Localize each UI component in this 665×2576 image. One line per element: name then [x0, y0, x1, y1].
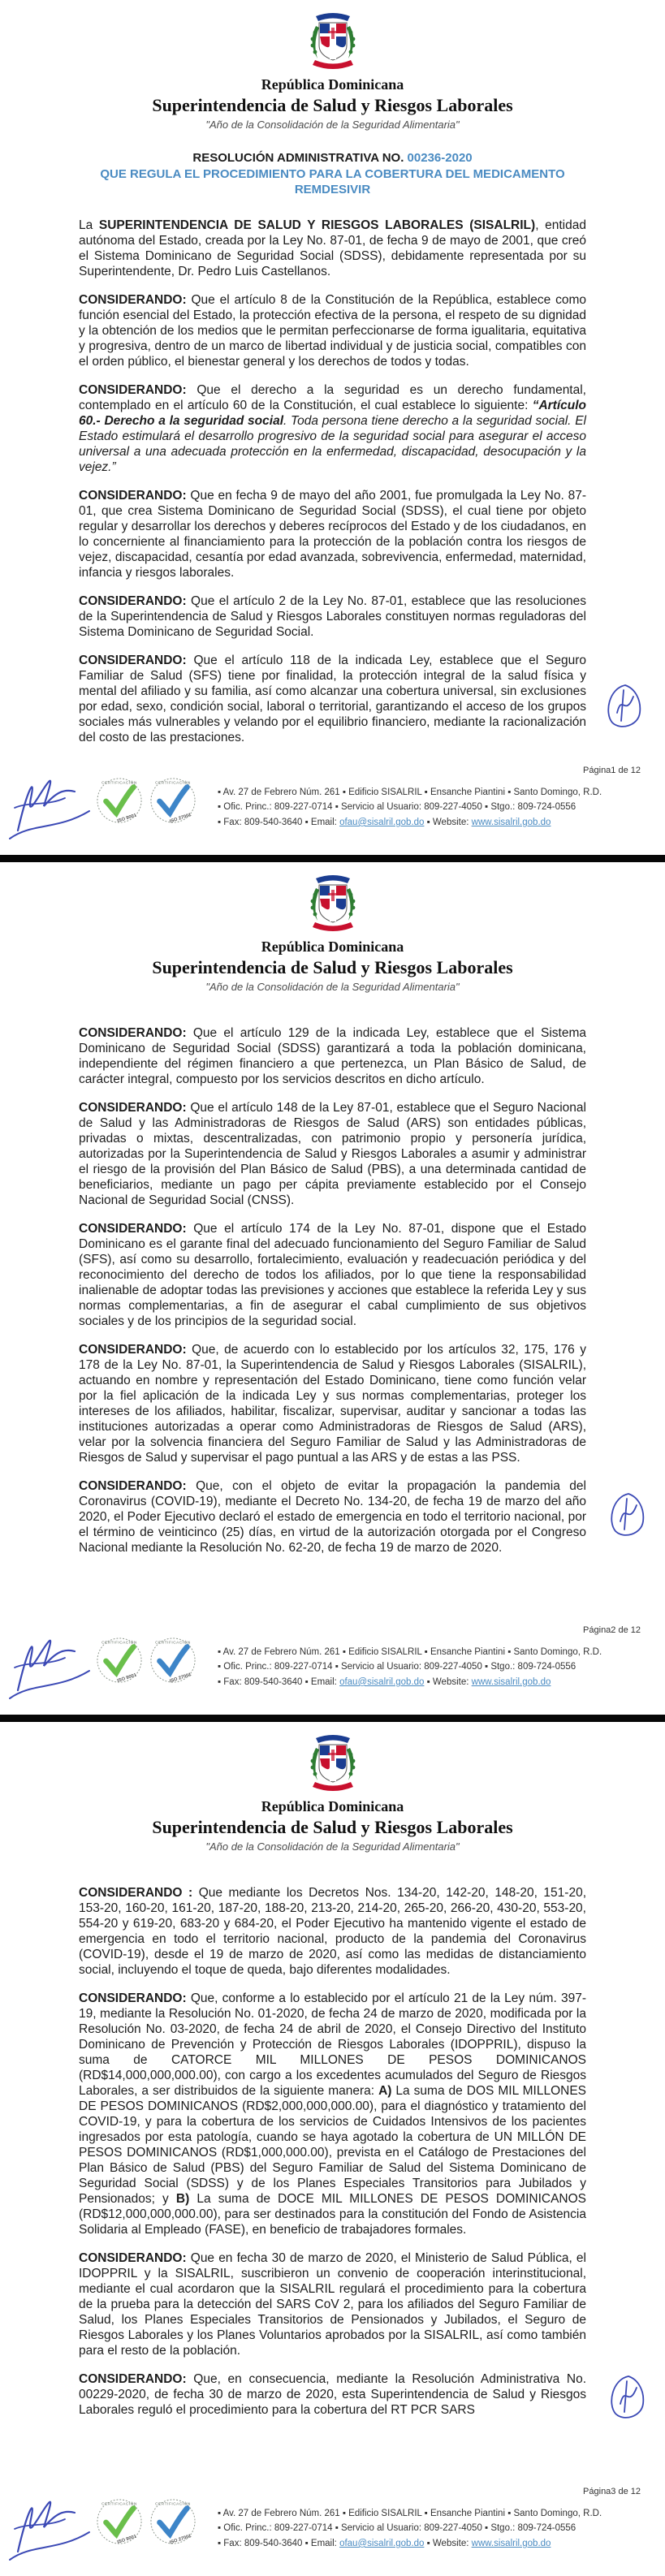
text-segment: Que mediante los Decretos Nos. 134-20, 142-20, 148-20, 151-20, 153-20, 160-20, 161-20, 187-20, 188-20, 213-20, 214-20, 265-20, 266-20, 430-20, 553-20, 554-20 y 619-20, 683-20 y 684-20, el Poder Ejecutivo ha mantenido vigente el estado de emergencia en todo el territorio nacional, producto de la pandemia del Coronavirus (COVID-19), desde el 19 de marzo de 2020, así como las medidas de distanciamiento social, incluyendo el toque de queda, bajo diferentes modalidades.	[79, 1886, 586, 1977]
paragraph	[79, 1342, 586, 1465]
resolution-number: 00236-2020	[407, 151, 473, 165]
iso27001-seal	[149, 2498, 196, 2549]
coat-of-arms-icon	[306, 11, 360, 71]
text-segment: Que el artículo 148 de la Ley 87-01, establece que el Seguro Nacional de Salud y las Administradoras de Riesgos de Salud (ARS) son entidades públicas, privadas o mixtas, descentralizadas, con patrimonio propio y personería jurídica, autorizadas por la Superintendencia de Salud y Riesgos Laborales a asumir y administrar el riesgo de la provisión del Plan Básico de Salud (PBS), a una determinada cantidad de beneficiarios, mediante un pago per cápita previamente establecido por el Consejo Nacional de Seguridad Social (CNSS).	[79, 1101, 586, 1207]
iso27001-seal-icon	[149, 777, 196, 824]
seal-arc-text: CERTIFICACIÓN	[155, 1641, 191, 1646]
signature-icon	[5, 2487, 96, 2565]
text-segment: CONSIDERANDO:	[79, 653, 187, 667]
org-title: Superintendencia de Salud y Riesgos Laborales	[152, 957, 513, 977]
resolution-number-line	[73, 150, 593, 166]
email-link[interactable]: ofau@sisalril.gob.do	[339, 1676, 425, 1687]
text-segment: CONSIDERANDO:	[79, 1101, 187, 1115]
paragraph	[79, 2250, 586, 2358]
text-segment: La	[79, 218, 99, 232]
coat-of-arms	[0, 874, 665, 934]
coat-of-arms-icon	[306, 874, 360, 934]
text-segment: Que en fecha 30 de marzo de 2020, el Ministerio de Salud Pública, el IDOPPRIL y la SISALRIL, suscribieron un convenio de cooperación interinstitucional, mediante el cual acordaron que la SISALRIL regulará el procedimiento para la cobertura de la prueba para la detección del SARS CoV 2, para los afiliados del Seguro Familiar de Salud, los Planes Especiales Transitorios de Pensionados y Jubilados, el Seguro de Riesgos Laborales y los Planes Voluntarios aprobados por la SISALRIL, así como también para el resto de la población.	[79, 2251, 586, 2358]
text-segment: CONSIDERANDO:	[79, 1343, 187, 1357]
text-segment: Que, conforme a lo establecido por el artículo 21 de la Ley núm. 397-19, mediante la Resolución No. 01-2020, de fecha 24 de marzo de 2020, modificada por la Resolución No. 03-2020, de fecha 24 de abril de 2020, el Consejo Directivo del Instituto Dominicano de Prevención y Protección de Riesgos Laborales (IDOPPRIL), dispuso la suma de CATORCE MIL MILLONES DE PESOS DOMINICANOS (RD$14,000,000,000.00), con cargo a los excedentes acumulados del Seguro de Riesgos Laborales, a ser distribuidos de la siguiente manera:	[79, 1991, 586, 2098]
iso9001-seal-icon	[96, 1637, 143, 1684]
paragraph	[79, 593, 586, 640]
coat-of-arms	[0, 11, 665, 71]
text-segment: CONSIDERANDO:	[79, 1026, 187, 1040]
text-segment: Que, en consecuencia, mediante la Resolución Administrativa No. 00229-2020, de fecha 30 de marzo de 2020, esta Superintendencia de Salud y Riesgos Laborales reguló el procedimiento para la cobertura del RT PCR SARS	[79, 2372, 586, 2417]
iso9001-seal	[96, 2498, 143, 2549]
seal-arc-text: CERTIFICACIÓN	[155, 781, 191, 786]
fax-email-label: ▪ Fax: 809-540-3640 ▪ Email:	[218, 817, 340, 827]
text-segment: CONSIDERANDO:	[79, 2372, 187, 2386]
contact-info	[218, 2506, 602, 2551]
website-label: ▪ Website:	[424, 2538, 472, 2548]
paragraph	[79, 653, 586, 745]
text-segment: CONSIDERANDO:	[79, 593, 187, 608]
text-segment: CONSIDERANDO:	[79, 382, 187, 397]
seal-arc-text: CERTIFICACIÓN	[101, 1641, 137, 1646]
paragraph	[79, 1100, 586, 1208]
resolution-number-prefix: RESOLUCIÓN ADMINISTRATIVA NO.	[192, 151, 408, 165]
text-segment: CONSIDERANDO:	[79, 2251, 187, 2265]
letterhead	[0, 862, 665, 993]
page-number: Página2 de 12	[583, 1625, 641, 1635]
paragraph	[79, 488, 586, 580]
text-segment: Que, con el objeto de evitar la propagación la pandemia del Coronavirus (COVID-19), mediante el Decreto No. 134-20, de fecha 19 de marzo del año 2020, el Poder Ejecutivo declaró el estado de emergencia en todo el territorio nacional, por el término de veinticinco (25) días, en virtud de la autorización otorgada por el Congreso Nacional mediante la Resolución No. 62-20, de fecha 19 de marzo de 2020.	[79, 1479, 586, 1555]
website-label: ▪ Website:	[424, 1676, 472, 1687]
page-separator	[0, 1715, 665, 1722]
contact-phones: ▪ Ofic. Princ.: 809-227-0714 ▪ Servicio al Usuario: 809-227-4050 ▪ Stgo.: 809-724-0556	[218, 802, 576, 813]
republic-title: República Dominicana	[261, 938, 404, 955]
website-label: ▪ Website:	[424, 817, 472, 827]
iso9001-seal-icon	[96, 2498, 143, 2545]
signature-icon	[5, 766, 96, 844]
document-page-1	[0, 0, 665, 855]
seal-iso-text: ISO 9001	[116, 2534, 137, 2545]
iso27001-seal-icon	[149, 2498, 196, 2545]
seal-iso-text: ISO 27001	[169, 1672, 192, 1684]
text-segment: “Artículo 60.- Derecho a la seguridad social	[79, 398, 586, 428]
paragraph	[79, 1025, 586, 1087]
contact-fax-email-web	[218, 2536, 602, 2551]
signature-icon	[5, 1625, 96, 1703]
text-segment: A)	[378, 2084, 392, 2098]
paragraph	[79, 218, 586, 279]
page-footer	[0, 2487, 665, 2570]
iso27001-seal	[149, 777, 196, 828]
text-segment: CONSIDERANDO:	[79, 292, 187, 307]
paragraph	[79, 1478, 586, 1556]
text-segment: CONSIDERANDO :	[79, 1886, 193, 1900]
handwritten-initials-icon	[604, 1489, 646, 1541]
text-segment: SUPERINTENDENCIA DE SALUD Y RIESGOS LABORALES (SISALRIL)	[98, 218, 536, 232]
text-segment: CONSIDERANDO:	[79, 488, 187, 503]
text-segment: Que el artículo 118 de la indicada Ley, establece que el Seguro Familiar de Salud (SFS) tiene por finalidad, la protección integral de la salud física y mental del afiliado y su familia, así como alcanzar una cobertura universal, sin exclusiones por edad, sexo, condición social, laboral o territorial, garantizando el acceso de los grupos sociales más vulnerables y velando por el equilibrio financiero, mediante la racionalización del costo de las prestaciones.	[79, 653, 586, 744]
seal-arc-text: CERTIFICACIÓN	[101, 2502, 137, 2507]
text-segment: Que el derecho a la seguridad es un derecho fundamental, contemplado en el artículo 60 de la Constitución, el cual establece lo siguiente:	[79, 382, 586, 412]
text-segment: Que, de acuerdo con lo establecido por los artículos 32, 175, 176 y 178 de la Ley No. 87-01, la Superintendencia de Salud y Riesgos Laborales (SISALRIL), actuando en nombre y representación del Estado Dominicano, tiene como función velar por la fiel aplicación de la indicada Ley y sus normas complementarias, proteger los intereses de los afiliados, habilitar, fiscalizar, supervisar, auditar y sancionar a todas las instituciones autorizadas a operar como Administradoras de Riesgos de Salud (ARS), velar por la solvencia financiera del Seguro Familiar de Salud y las Administradoras de Riesgos de Salud y supervisar el pago puntual a las ARS y de estas a las PSS.	[79, 1343, 586, 1465]
motto: "Año de la Consolidación de la Seguridad Alimentaria"	[205, 981, 460, 993]
page-body	[79, 218, 586, 745]
seal-iso-text: ISO 9001	[116, 813, 137, 824]
website-link[interactable]: www.sisalril.gob.do	[471, 817, 551, 827]
text-segment: . Toda persona tiene derecho a la seguridad social. El Estado estimulará el desarrollo progresivo de la seguridad social para asegurar el acceso universal a una adecuada protección en la enfermedad, discapacidad, desocupación y la vejez.”	[79, 413, 586, 474]
text-segment: , entidad autónoma del Estado, creada por la Ley No. 87-01, de fecha 9 de mayo de 2001, que creó el Sistema Dominicano de Seguridad Social (SDSS), debidamente representada por su Superintendente, Dr. Pedro Luis Castellanos.	[79, 218, 586, 278]
text-segment: B)	[175, 2192, 190, 2206]
page-footer	[0, 1625, 665, 1708]
seal-arc-text: CERTIFICACIÓN	[155, 2502, 191, 2507]
seal-arc-text: CERTIFICACIÓN	[101, 781, 137, 786]
contact-address: ▪ Av. 27 de Febrero Núm. 261 ▪ Edificio SISALRIL ▪ Ensanche Piantini ▪ Santo Domingo, R.D.	[218, 1647, 602, 1657]
website-link[interactable]: www.sisalril.gob.do	[471, 2538, 551, 2548]
paragraph	[79, 1991, 586, 2237]
website-link[interactable]: www.sisalril.gob.do	[471, 1676, 551, 1687]
page-separator	[0, 855, 665, 862]
letterhead	[0, 1722, 665, 1853]
text-segment: La suma de DOCE MIL MILLONES DE PESOS DOMINICANOS (RD$12,000,000,000.00), para ser destinados para la constitución del Fondo de Asistencia Solidaria al Empleado (FASE), en beneficio de trabajadores formales.	[79, 2192, 586, 2237]
iso9001-seal-icon	[96, 777, 143, 824]
contact-address: ▪ Av. 27 de Febrero Núm. 261 ▪ Edificio SISALRIL ▪ Ensanche Piantini ▪ Santo Domingo, R.D.	[218, 787, 602, 797]
document-page-2	[0, 862, 665, 1715]
page-body	[79, 1885, 586, 2418]
text-segment: La suma de DOS MIL MILLONES DE PESOS DOMINICANOS (RD$2,000,000,000.00), para el diagnóstico y tratamiento del COVID-19, y para la cobertura de los servicios de Cuidados Intensivos de los pacientes ingresados por esta patología, cuando se haya agotado la cobertura de UN MILLÓN DE PESOS DOMINICANOS (RD$1,000,000.00), prevista en el Catálogo de Prestaciones del Plan Básico de Salud (PBS) del Seguro Familiar de Salud del Sistema Dominicano de Seguridad Social (SDSS) y de los Planes Especiales Transitorios para Jubilados y Pensionados; y	[79, 2084, 586, 2206]
coat-of-arms-icon	[306, 1733, 360, 1793]
resolution-title	[73, 150, 593, 198]
page-number: Página3 de 12	[583, 2487, 641, 2496]
text-segment: CONSIDERANDO:	[79, 1479, 187, 1493]
text-segment: Que el artículo 174 de la Ley No. 87-01, dispone que el Estado Dominicano es el garante final del adecuado funcionamiento del Seguro Familiar de Salud (SFS), así como su desarrollo, fortalecimiento, evaluación y readecuación periódica y del reconocimiento del derecho de todos los afiliados, por lo que tiene la responsabilidad inalienable de adoptar todas las previsiones y acciones que establece la referida Ley y sus normas complementarias, a fin de asegurar el cabal cumplimiento de sus objetivos sociales y de los principios de la seguridad social.	[79, 1222, 586, 1328]
seal-iso-text: ISO 27001	[169, 2534, 192, 2545]
coat-of-arms	[0, 1733, 665, 1793]
paragraph	[79, 292, 586, 369]
text-segment: Que en fecha 9 de mayo del año 2001, fue promulgada la Ley No. 87-01, que crea Sistema Dominicano de Seguridad Social (SDSS), el cual tiene por objeto regular y desarrollar los derechos y deberes recíprocos del Estado y de los ciudadanos, en lo concerniente al financiamiento para la protección de la población contra los riesgos de vejez, discapacidad, cesantía por edad avanzada, sobrevivencia, enfermedad, maternidad, infancia y riesgos laborales.	[79, 488, 586, 580]
contact-fax-email-web	[218, 1675, 602, 1689]
page-footer	[0, 766, 665, 848]
page-body	[79, 1025, 586, 1556]
handwritten-initials-icon	[601, 680, 643, 732]
text-segment: Que el artículo 2 de la Ley No. 87-01, establece que las resoluciones de la Superintendencia de Salud y Riesgos Laborales constituyen normas reguladoras del Sistema Dominicano de Seguridad Social.	[79, 593, 586, 639]
paragraph	[79, 1885, 586, 1978]
email-link[interactable]: ofau@sisalril.gob.do	[339, 817, 425, 827]
fax-email-label: ▪ Fax: 809-540-3640 ▪ Email:	[218, 2538, 340, 2548]
document-page-3	[0, 1722, 665, 2576]
paragraph	[79, 1221, 586, 1329]
iso27001-seal	[149, 1637, 196, 1688]
contact-phones: ▪ Ofic. Princ.: 809-227-0714 ▪ Servicio al Usuario: 809-227-4050 ▪ Stgo.: 809-724-0556	[218, 2523, 576, 2534]
paragraph	[79, 2371, 586, 2418]
iso9001-seal	[96, 1637, 143, 1688]
seal-iso-text: ISO 27001	[169, 813, 192, 824]
contact-phones: ▪ Ofic. Princ.: 809-227-0714 ▪ Servicio al Usuario: 809-227-4050 ▪ Stgo.: 809-724-0556	[218, 1662, 576, 1672]
fax-email-label: ▪ Fax: 809-540-3640 ▪ Email:	[218, 1676, 340, 1687]
resolution-subject: QUE REGULA EL PROCEDIMIENTO PARA LA COBERTURA DEL MEDICAMENTO REMDESIVIR	[100, 166, 565, 196]
text-segment: CONSIDERANDO:	[79, 1991, 187, 2005]
handwritten-initials-icon	[604, 2371, 646, 2423]
republic-title: República Dominicana	[261, 1798, 404, 1814]
paragraph	[79, 382, 586, 475]
org-title: Superintendencia de Salud y Riesgos Laborales	[152, 95, 513, 115]
contact-fax-email-web	[218, 815, 602, 830]
letterhead	[0, 0, 665, 131]
motto: "Año de la Consolidación de la Seguridad Alimentaria"	[205, 1840, 460, 1853]
seal-iso-text: ISO 9001	[116, 1672, 137, 1684]
motto: "Año de la Consolidación de la Seguridad Alimentaria"	[205, 119, 460, 131]
iso27001-seal-icon	[149, 1637, 196, 1684]
text-segment: Que el artículo 8 de la Constitución de la República, establece como función esencial del Estado, la protección efectiva de la persona, el respeto de su dignidad y la obtención de los medios que le permitan perfeccionarse de forma igualitaria, equitativa y progresiva, dentro de un marco de libertad individual y de justicia social, compatibles con el orden público, el bienestar general y los derechos de todos y todas.	[79, 292, 586, 369]
text-segment: Que el artículo 129 de la indicada Ley, establece que el Sistema Dominicano de Seguridad Social (SDSS) garantizará a toda la población dominicana, independiente del régimen financiero a que pertenezca, un Plan Básico de Salud, de carácter integral, compuesto por los servicios descritos en dicho artículo.	[79, 1026, 586, 1086]
republic-title: República Dominicana	[261, 76, 404, 93]
contact-info	[218, 785, 602, 830]
org-title: Superintendencia de Salud y Riesgos Laborales	[152, 1817, 513, 1837]
email-link[interactable]: ofau@sisalril.gob.do	[339, 2538, 425, 2548]
iso9001-seal	[96, 777, 143, 828]
page-number: Página1 de 12	[583, 766, 641, 775]
contact-info	[218, 1645, 602, 1689]
text-segment: CONSIDERANDO:	[79, 1222, 187, 1236]
contact-address: ▪ Av. 27 de Febrero Núm. 261 ▪ Edificio SISALRIL ▪ Ensanche Piantini ▪ Santo Domingo, R.D.	[218, 2509, 602, 2518]
